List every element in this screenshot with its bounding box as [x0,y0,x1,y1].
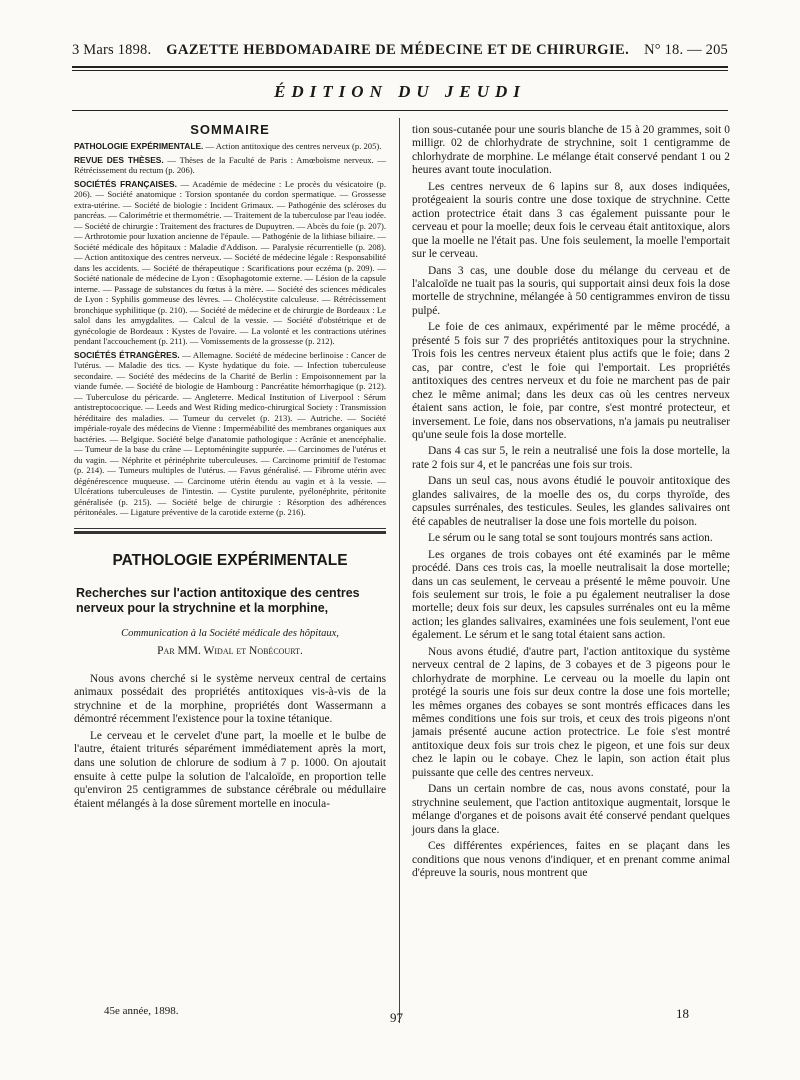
footer-year: 45e année, 1898. [104,1005,179,1017]
article-paragraph: Dans 4 cas sur 5, le rein a neutralisé une fois la dose mortelle, la rate 2 fois sur 4, et le pancréas une fois sur trois. [412,445,730,471]
article-communication: Communication à la Société médicale des hôpitaux, [121,627,339,639]
right-column [412,124,730,883]
article-paragraph: Ces différentes expériences, faites en se plaçant dans les conditions que nous venons d'indiquer, et en prenant comme animal d'épreuve la souris, nous montrent que [412,840,730,880]
page-number: 97 [390,1010,403,1025]
article-paragraph: Le foie de ces animaux, expérimenté par le même procédé, a présenté 5 fois sur 7 des propriétés antitoxiques pour la strychnine. Trois fois les centres nerveux étaient plus actifs que le foie; dans 2 cas, par contre, c'est le foie qui l'emportait. Les propriétés antitoxiques des centres nerveux et du foie ne marchent pas de pair chez le même animal; dans les deux cas où les centres nerveux étaient sans action, le foie, par contre, s'est montré protecteur, et inversement. Le foie, dans nos observations, n'a jamais pu neutraliser qu'une seule fois la dose mortelle. [412,321,730,441]
article-authors: Par MM. Widal et Nobécourt. [157,644,303,657]
sommaire-section: PATHOLOGIE EXPÉRIMENTALE. — Action antitoxique des centres nerveux (p. 205). [74,141,382,151]
article-paragraph: Les centres nerveux de 6 lapins sur 8, aux doses indiquées, protégeaient la souris contre une dose toxique de strychnine. Cette action protectrice était dans 3 cas également puissante pour le cerveau et pour la moelle; deux fois le cerveau était antitoxique, alors que la moelle ne l'était pas. Une fois seulement, la moelle l'emportait sur le cerveau. [412,180,730,261]
article-paragraph: tion sous-cutanée pour une souris blanche de 15 à 20 grammes, soit 0 milligr. 02 de chlorhydrate de strychnine, soit 1 centigramme de chlorhydrate de morphine. Le mélange était conservé pendant 1 ou 2 heures avant toute inoculation. [412,124,730,177]
sheet-number: 18 [676,1006,689,1021]
article-title: Recherches sur l'action antitoxique des centres nerveux pour la strychnine et la morphine, [76,585,360,615]
section-heading: PATHOLOGIE EXPÉRIMENTALE [112,551,348,569]
sommaire-title: SOMMAIRE [190,122,270,137]
issue-date: 3 Mars 1898. [72,42,152,58]
sommaire-section: SOCIÉTÉS FRANÇAISES. — Académie de médecine : Le procès du vésicatoire (p. 206). — Société anatomique : Torsion spontanée du cordon spermatique. — Grossesse extra-utérine. — Société de biologie : Incident Grimaux. — Pathogénie des scléroses du pancréas. — Calorimétrie et thermométrie. — Traitement de la tuberculose par l'eau iodée. — Société de chirurgie : Traitement des fractures de Dupuytren. — Abcès du foie (p. 207). — Arthrotomie pour luxation ancienne de l'épaule. — Pathogénie de la lithiase biliaire. — Société médicale des hôpitaux : Maladie d'Addison. — Paralysie récurrentielle (p. 208). — Action antitoxique des centres nerveux. — Société de médecine légale : Responsabilité dans les accidents. — Société de thérapeutique : Scarifications pour eczéma (p. 209). — Société nationale de médecine de Lyon : Œsophagotomie externe. — Lésion de la capsule interne. — Passage de substances du fœtus à la mère. — Société des sciences médicales de Lyon : Syphilis gommeuse des lèvres. — Cholécystite calculeuse. — Rétrécissement bronchique syphilitique (p. 210). — Société de médecine et de chirurgie de Bordeaux : Le salol dans les amygdalites. — Calcul de la vessie. — Société d'obstétrique et de gynécologie de Bordeaux : Kystes de l'ovaire. — La volonté et les contractions utérines pendant l'accouchement (p. 211). — Vomissements de la grossesse (p. 212). [74,178,387,346]
sommaire-section: REVUE DES THÈSES. — Thèses de la Faculté de Paris : Amœboïsme nerveux. — Rétrécissement du rectum (p. 206). [74,154,386,175]
edition-rule [72,110,728,111]
article-paragraph: Dans un seul cas, nous avons étudié le pouvoir antitoxique des glandes salivaires, de la moelle des os, du corps thyroïde, des capsules surrénales, des testicules. Seules, les glandes salivaires ont été capables de neutraliser la dose une fois mortelle du poison. [412,475,730,528]
header-rule [72,66,728,68]
edition-banner: ÉDITION DU JEUDI [274,82,526,101]
section-separator [74,528,386,529]
article-paragraph: Nous avons étudié, d'autre part, l'action antitoxique du système nerveux central de 2 lapins, de 3 cobayes et de 3 pigeons pour le chlorhydrate de morphine. Le cerveau ou la moelle du lapin ont protégé la souris une fois sur deux contre la dose une fois mortelle; les mêmes organes des cobayes se sont montrés efficaces dans les mêmes conditions une fois sur trois, et ceux des trois pigeons n'ont jamais présenté aucune action protectrice. Le foie s'est montré antitoxique deux fois sur trois chez le pigeon, et une fois sur deux chez le lapin ou le cobaye. Chez le lapin, son action était plus puissante que celle des centres nerveux. [412,645,730,779]
left-column [74,118,386,814]
article-paragraph: Le sérum ou le sang total se sont toujours montrés sans action. [428,532,713,545]
article-paragraph: Nous avons cherché si le système nerveux central de certains animaux possédait des propriétés antitoxiques vis-à-vis de la strychnine et de la morphine, propriétés dont Wassermann a démontré récemment l'existence pour la toxine tétanique. [74,672,386,726]
article-paragraph: Le cerveau et le cervelet d'une part, la moelle et le bulbe de l'autre, étaient triturés séparément immédiatement après la mort, dans une solution de chlorure de sodium à 7 p. 1000. On ajoutait ensuite à cette pulpe la solution de l'alcaloïde, en proportion telle qu'environ 25 centigrammes de substance cérébrale ou médullaire étaient mélangés à la dose sûrement mortelle en inocula- [74,729,386,810]
section-separator-thick [74,531,386,534]
article-paragraph: Dans un certain nombre de cas, nous avons constaté, pour la strychnine seulement, que l'action antitoxique augmentait, lorsque le mélange d'organes et de poisons avait été conservé pendant quelques jours dans la glace. [412,783,730,836]
column-divider [399,118,400,1023]
running-header [72,42,728,59]
article-paragraph: Dans 3 cas, une double dose du mélange du cerveau et de l'alcaloïde ne tuait pas la souris, qui supportait ainsi deux fois la dose mortelle de strychnine, mélangée à 50 centigrammes environ de tissu pulpé. [412,264,730,317]
article-paragraph: Les organes de trois cobayes ont été examinés par le même procédé. Dans ces trois cas, la moelle neutralisait la dose mortelle; dans un cas seulement, le cerveau a présenté le même pouvoir. Une fois seulement sur trois, le foie a pu également neutraliser la dose mortelle; deux fois sur deux, les capsules surrénales ont eu la même action; les glandes salivaires, examinées une fois seulement, l'ont eue également. Le sérum et le sang total étaient sans action. [412,548,730,642]
sommaire-section: SOCIÉTÉS ÉTRANGÈRES. — Allemagne. Société de médecine berlinoise : Cancer de l'utérus. — Maladie des tics. — Kyste hydatique du foie. — Infection tuberculeuse secondaire. — Société des médecins de la Charité de Berlin : Empoisonnement par la viande fumée. — Société de biologie de Hambourg : Pancréatite hémorrhagique (p. 212). — Tuberculose du péricarde. — Angleterre. Medical Institution of Liverpool : Sérum antistreptococcique. — Leeds and West Riding medico-chirurgical Society : Transmission héréditaire des maladies. — Tumeur du cervelet (p. 213). — Autriche. — Société impériale-royale des médecins de Vienne : Imperméabilité des membranes organiques aux bactéries. — Belgique. Société belge d'anatomie pathologique : Acrânie et anencéphalie. — Tumeur de la base du crâne — Leptoméningite suppurée. — Carcinomes de l'utérus et du vagin. — Néphrite et périnéphrite tuberculeuses. — Carcinome primitif de l'estomac (p. 214). — Tumeurs multiples de l'utérus. — Favus généralisé. — Fibrome utérin avec dégénérescence muqueuse. — Carcinome utérin étendu au vagin et à la vessie. — Ulcérations tuberculeuses de l'intestin. — Cystite purulente, pyélonéphrite, péritonite généralisée (p. 215). — Société belge de chirurgie : Résorption des adhérences péritonéales. — Ligature préventive de la carotide externe (p. 216). [74,349,387,517]
header-rule-thin [72,70,728,71]
journal-title: GAZETTE HEBDOMADAIRE DE MÉDECINE ET DE CHIRURGIE. [166,42,630,58]
issue-number: N° 18. — 205 [644,42,728,58]
